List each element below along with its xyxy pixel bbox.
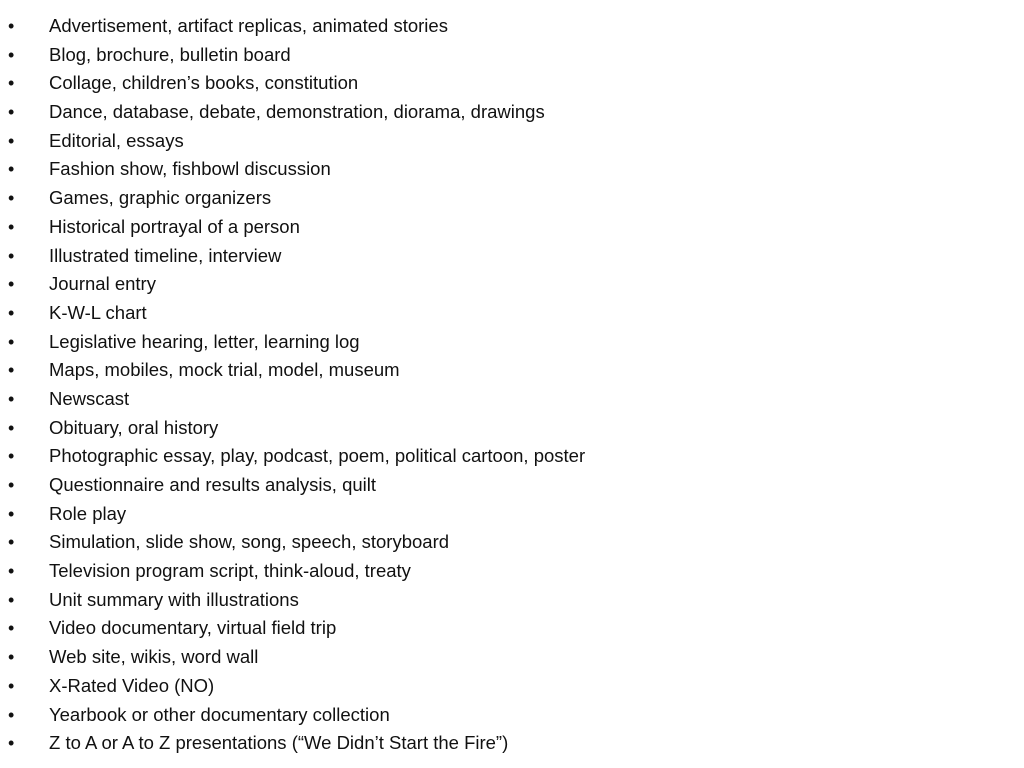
list-item-text: Role play <box>49 502 127 524</box>
list-item-text: K-W-L chart <box>49 301 147 323</box>
list-item-text: Photographic essay, play, podcast, poem, political cartoon, poster <box>49 445 586 467</box>
bullet-icon: • <box>8 446 15 467</box>
bullet-icon: • <box>8 589 15 610</box>
list-item-text: Television program script, think-aloud, treaty <box>49 560 411 582</box>
list-item-text: Blog, brochure, bulletin board <box>49 43 291 65</box>
bullet-icon: • <box>8 503 15 524</box>
list-item-text: Newscast <box>49 387 130 409</box>
list-item-text: X-Rated Video (NO) <box>49 674 215 696</box>
list-item-text: Historical portrayal of a person <box>49 215 300 237</box>
list-item-text: Simulation, slide show, song, speech, storyboard <box>49 531 450 553</box>
bullet-icon: • <box>8 44 15 65</box>
bullet-icon: • <box>8 618 15 639</box>
list-item-text: Maps, mobiles, mock trial, model, museum <box>49 359 400 381</box>
bullet-icon: • <box>8 130 15 151</box>
bullet-icon: • <box>8 561 15 582</box>
bullet-icon: • <box>8 159 15 180</box>
list-item-text: Yearbook or other documentary collection <box>49 703 390 725</box>
list-item-text: Dance, database, debate, demonstration, diorama, drawings <box>49 101 545 123</box>
bullet-icon: • <box>8 647 15 668</box>
list-item-text: Legislative hearing, letter, learning log <box>49 330 360 352</box>
bullet-icon: • <box>8 417 15 438</box>
bullet-icon: • <box>8 216 15 237</box>
bullet-icon: • <box>8 360 15 381</box>
bullet-icon: • <box>8 733 15 754</box>
list-item-text: Obituary, oral history <box>49 416 219 438</box>
bullet-icon: • <box>8 302 15 323</box>
bullet-icon: • <box>8 16 15 36</box>
list-item-text: Video documentary, virtual field trip <box>49 617 337 639</box>
list-item-text: Games, graphic organizers <box>49 187 272 209</box>
list-item-text: Questionnaire and results analysis, quilt <box>49 474 377 495</box>
bullet-icon: • <box>8 475 15 495</box>
list-item-text: Editorial, essays <box>49 129 184 151</box>
bullet-icon: • <box>8 102 15 123</box>
bullet-icon: • <box>8 331 15 352</box>
list-item-text: Illustrated timeline, interview <box>49 244 282 266</box>
list-item-text: Journal entry <box>49 273 156 295</box>
bullet-icon: • <box>8 274 15 295</box>
bullet-icon: • <box>8 388 15 409</box>
list-item-text: Collage, children’s books, constitution <box>49 72 359 94</box>
bullet-icon: • <box>8 704 15 725</box>
list-item-text: Fashion show, fishbowl discussion <box>49 158 331 180</box>
list-item-text: Advertisement, artifact replicas, animated stories <box>49 15 448 36</box>
bullet-icon: • <box>8 73 15 94</box>
list-item-text: Web site, wikis, word wall <box>49 646 259 668</box>
bullet-icon: • <box>8 675 15 696</box>
bullet-icon: • <box>8 245 15 266</box>
list-item-text: Unit summary with illustrations <box>49 588 299 610</box>
list-item-text: Z to A or A to Z presentations (“We Didn’t Start the Fire”) <box>49 732 509 754</box>
bullet-icon: • <box>8 188 15 209</box>
bullet-icon: • <box>8 532 15 553</box>
